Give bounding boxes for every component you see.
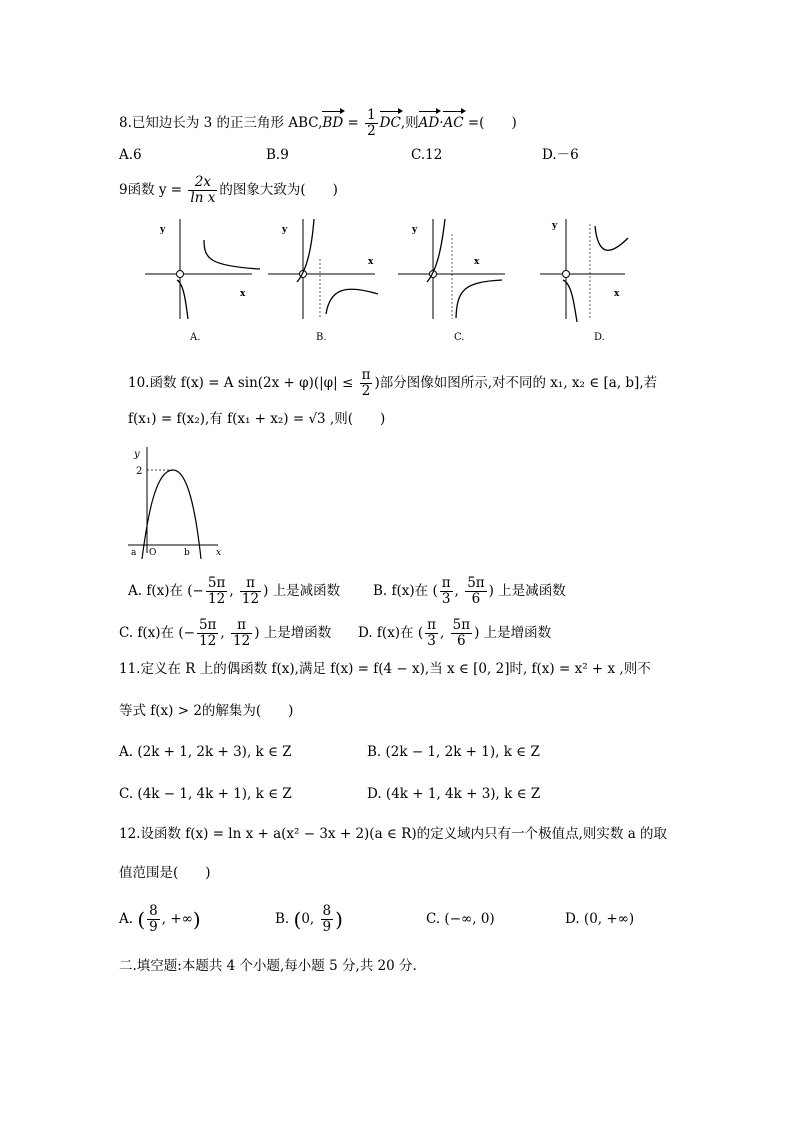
vector-dc: DC xyxy=(380,110,401,132)
q10-tick-2: 2 xyxy=(136,466,143,477)
q8-option-b: B.9 xyxy=(266,147,289,163)
q10c-pre: C. f(x)在 (− xyxy=(119,625,195,641)
q10a-d2: 12 xyxy=(241,591,260,607)
q11-option-c: C. (4k − 1, 4k + 1), k ∈ Z xyxy=(119,786,292,802)
q10d-frac1 xyxy=(425,618,438,649)
q10-label-a: a xyxy=(131,548,137,558)
q8-mid: ,则 xyxy=(400,115,419,131)
q10a-frac2 xyxy=(240,576,261,607)
q9b-y-label: y xyxy=(282,225,288,235)
q9-label-c: C. xyxy=(454,332,465,343)
q10-frac-den: 2 xyxy=(361,383,371,399)
q12b-rparen: ) xyxy=(335,907,343,932)
q9-graph-b xyxy=(268,219,378,343)
q9-lead: 9函数 y = xyxy=(119,182,187,198)
q9-tail: 的图象大致为( ) xyxy=(219,182,338,198)
q10-line1-fraction xyxy=(360,368,373,399)
q9-label-a: A. xyxy=(190,332,201,343)
q10a-d1: 12 xyxy=(208,591,226,607)
q12a-post: , +∞ xyxy=(161,911,193,927)
q10-stem-line2: f(x₁) = f(x₂),有 f(x₁ + x₂) = √3 ,则( ) xyxy=(128,411,386,427)
q8-dot: · xyxy=(439,115,444,131)
q10c-frac1 xyxy=(197,618,218,649)
q10d-d2: 6 xyxy=(457,633,466,649)
q12a-rparen: ) xyxy=(192,907,201,932)
q10c-n2: π xyxy=(231,618,252,634)
q12a-frac xyxy=(147,904,160,935)
q9d-y-label: y xyxy=(552,221,558,231)
q10-label-o: O xyxy=(149,548,157,558)
q10b-frac1 xyxy=(440,576,453,607)
q10d-n2: 5π xyxy=(452,617,471,633)
q10-frac-num: π xyxy=(361,367,371,383)
q9b-x-label: x xyxy=(368,257,374,267)
q10a-post: ) 上是减函数 xyxy=(263,583,341,599)
q10a-sep: , xyxy=(229,583,238,599)
q9-graph-d xyxy=(540,219,628,343)
q10c-sep: , xyxy=(220,625,230,641)
q12-stem-line1: 12.设函数 f(x) = ln x + a(x² − 3x + 2)(a ∈ R)的定义域内只有一个极值点,则实数 a 的取 xyxy=(119,826,668,842)
q10c-d1: 12 xyxy=(199,633,217,649)
q8-frac-num: 1 xyxy=(367,107,376,123)
q9c-y-label: y xyxy=(412,225,418,235)
q9-label-b: B. xyxy=(316,332,327,343)
q10-stem-line1 xyxy=(128,368,657,399)
q9a-x-label: x xyxy=(240,289,246,299)
q8-fraction xyxy=(365,108,378,139)
q11-option-a: A. (2k + 1, 2k + 3), k ∈ Z xyxy=(119,744,292,760)
q10-x-label: x xyxy=(216,548,222,558)
q10b-d2: 6 xyxy=(471,591,481,607)
q12a-lparen: ( xyxy=(137,907,146,932)
q10c-post: ) 上是增函数 xyxy=(254,625,332,641)
q10-line1-a: 10.函数 f(x) = A sin(2x + φ)(|φ| ≤ xyxy=(128,375,358,391)
q10-option-b xyxy=(373,576,566,607)
q10b-sep: , xyxy=(454,583,464,599)
q10d-post: ) 上是增函数 xyxy=(474,625,552,641)
q10c-frac2 xyxy=(231,618,252,649)
q8-stem xyxy=(119,108,517,139)
q10c-d2: 12 xyxy=(233,633,251,649)
q9-graph-c xyxy=(398,219,505,343)
q9-graph-choices xyxy=(140,214,630,346)
q11-option-d: D. (4k + 1, 4k + 3), k ∈ Z xyxy=(367,786,541,802)
q10-sine-graph xyxy=(118,443,238,559)
q10c-n1: 5π xyxy=(198,617,217,633)
q8-option-d: D.－6 xyxy=(542,147,579,163)
q11-option-b: B. (2k − 1, 2k + 1), k ∈ Z xyxy=(367,744,540,760)
q10b-pre: B. f(x)在 ( xyxy=(373,583,438,599)
q12-option-d: D. (0, +∞) xyxy=(565,911,635,927)
q12a-pre: A. xyxy=(119,911,138,927)
section-2-heading: 二.填空题:本题共 4 个小题,每小题 5 分,共 20 分. xyxy=(119,958,417,974)
q10a-pre: A. f(x)在 (− xyxy=(128,583,204,599)
q10-label-b: b xyxy=(184,548,190,558)
q9a-y-label: y xyxy=(160,225,166,235)
q10d-frac2 xyxy=(451,618,472,649)
q10-option-a xyxy=(128,576,340,607)
q8-tail: =( ) xyxy=(463,115,517,131)
q10b-frac2 xyxy=(465,576,486,607)
q10-line1-b: )部分图像如图所示,对不同的 x₁, x₂ ∈ [a, b],若 xyxy=(374,375,658,391)
q8-eq: = xyxy=(343,115,364,131)
q8-frac-den: 2 xyxy=(367,123,376,139)
q12-stem-line2: 值范围是( ) xyxy=(119,865,211,881)
q10b-post: ) 上是减函数 xyxy=(488,583,566,599)
q10-y-label: y xyxy=(134,449,140,460)
q11-stem-line1: 11.定义在 R 上的偶函数 f(x),满足 f(x) = f(4 − x),当 x ∈ [0, 2]时, f(x) = x² + x ,则不 xyxy=(119,661,651,677)
q10a-frac1 xyxy=(206,576,227,607)
q8-option-c: C.12 xyxy=(411,147,443,163)
q12b-n: 8 xyxy=(322,903,332,919)
q12b-lparen: ( xyxy=(293,907,302,932)
q12-option-a xyxy=(119,904,201,935)
q10d-pre: D. f(x)在 ( xyxy=(358,625,424,641)
q10a-n1: 5π xyxy=(207,575,226,591)
q10-option-d xyxy=(358,618,551,649)
vector-ac: AC xyxy=(443,110,463,132)
q9c-x-label: x xyxy=(474,257,480,267)
q8-lead: 8.已知边长为 3 的正三角形 ABC, xyxy=(119,115,323,131)
q12a-n: 8 xyxy=(149,903,158,919)
q12b-pre: B. xyxy=(275,911,294,927)
q11-stem-line2: 等式 f(x) > 2的解集为( ) xyxy=(119,703,294,719)
q12b-frac xyxy=(321,904,334,935)
q12-option-c: C. (−∞, 0) xyxy=(426,911,495,927)
q9-fraction xyxy=(188,175,217,206)
q10b-n2: 5π xyxy=(467,575,485,591)
q10a-n2: π xyxy=(240,576,261,592)
q9-label-d: D. xyxy=(594,332,605,343)
q9d-x-label: x xyxy=(614,289,620,299)
q9-frac-den: ln x xyxy=(190,190,216,206)
q9-frac-num: 2x xyxy=(188,175,217,191)
q12b-mid: 0, xyxy=(301,911,319,927)
q10d-sep: , xyxy=(440,625,449,641)
vector-ad: AD xyxy=(419,110,440,132)
q12a-d: 9 xyxy=(149,919,158,935)
q12-option-b xyxy=(275,904,343,935)
q10d-d1: 3 xyxy=(427,633,436,649)
q9-stem xyxy=(119,175,338,206)
q10b-n1: π xyxy=(441,575,451,591)
q10b-d1: 3 xyxy=(441,591,451,607)
vector-bd: BD xyxy=(322,110,343,132)
q10d-n1: π xyxy=(427,617,437,633)
q12b-d: 9 xyxy=(322,919,332,935)
q10-option-c xyxy=(119,618,331,649)
q9-graph-a xyxy=(145,219,260,343)
q8-option-a: A.6 xyxy=(119,147,142,163)
